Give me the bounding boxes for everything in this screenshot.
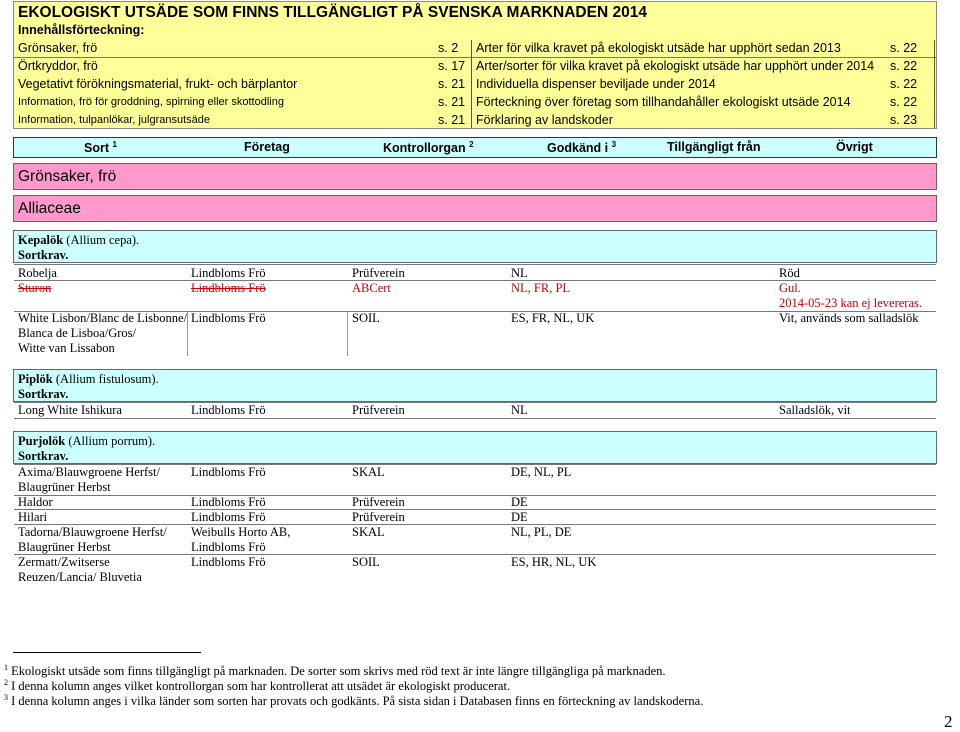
cell-foretag: Lindbloms Frö [191, 510, 266, 524]
cell-godkand: NL, PL, DE [511, 525, 572, 539]
footnote: $^2$ I denna kolumn anges vilket kontrollorgan som har kontrollerat att utsädet är ekologiskt producerat. [4, 678, 511, 694]
row-divider [14, 264, 936, 265]
cell-kontrollorgan: SKAL [352, 465, 385, 479]
cell-sort-cont: Blaugrüner Herbst [18, 480, 111, 494]
cell-sort-cont: Reuzen/Lancia/ Bluvetia [18, 570, 142, 584]
toc-item[interactable]: Information, frö för groddning, spirning eller skottodling [18, 96, 284, 108]
species-name: Piplök (Allium fistulosum). [18, 372, 159, 386]
toc-page: s. 22 [890, 77, 918, 91]
cell-foretag: Lindbloms Frö [191, 266, 266, 280]
cell-kontrollorgan: Prüfverein [352, 403, 405, 417]
cell-sort: Hilari [18, 510, 48, 524]
page-title: EKOLOGISKT UTSÄDE SOM FINNS TILLGÄNGLIGT PÅ SVENSKA MARKNADEN 2014 [18, 4, 647, 21]
toc-item[interactable]: Arter för vilka kravet på ekologiskt utsäde har upphört sedan 2013 [476, 41, 841, 55]
column-header-tillgangligt: Tillgängligt från [667, 140, 761, 154]
toc-divider [14, 57, 936, 58]
cell-ovrigt: Salladslök, vit [779, 403, 851, 417]
family-title: Alliaceae [18, 200, 81, 217]
cell-sort: Zermatt/Zwitserse [18, 555, 110, 569]
cell-godkand: DE [511, 510, 528, 524]
toc-item[interactable]: Grönsaker, frö [18, 41, 98, 55]
species-sortkrav: Sortkrav. [18, 387, 69, 401]
toc-page: s. 21 [438, 113, 466, 127]
column-header-bar [13, 137, 937, 158]
cell-godkand: NL [511, 266, 528, 280]
cell-godkand: NL [511, 403, 528, 417]
toc-item[interactable]: Vegetativt förökningsmaterial, frukt- och bärplantor [18, 77, 298, 91]
toc-page: s. 17 [438, 59, 466, 73]
cell-sort: Sturon [18, 281, 52, 295]
cell-foretag: Lindbloms Frö [191, 555, 266, 569]
cell-ovrigt: Gul. [779, 281, 801, 295]
cell-ovrigt: Vit, används som salladslök [779, 311, 919, 325]
toc-page: s. 23 [890, 113, 918, 127]
cell-foretag: Lindbloms Frö [191, 281, 266, 295]
cell-sort: Axima/Blauwgroene Herfst/ [18, 465, 160, 479]
cell-sort: Long White Ishikura [18, 403, 122, 417]
footnote: $^1$ Ekologiskt utsäde som finns tillgängligt på marknaden. De sorter som skrivs med röd text är inte längre tillgängliga på marknaden. [4, 663, 666, 679]
column-header-godkand: Godkänd i $^3$ [547, 140, 617, 156]
cell-ovrigt: Röd [779, 266, 800, 280]
toc-page: s. 21 [438, 95, 466, 109]
cell-sort-cont: Blanca de Lisboa/Gros/ [18, 326, 137, 340]
cell-foretag: Weibulls Horto AB, [191, 525, 291, 539]
toc-page: s. 22 [890, 95, 918, 109]
toc-item[interactable]: Individuella dispenser beviljade under 2014 [476, 77, 716, 91]
toc-item[interactable]: Förklaring av landskoder [476, 113, 613, 127]
species-name: Purjolök (Allium porrum). [18, 434, 156, 448]
footnote-rule [13, 652, 201, 653]
column-header-sort: Sort $^1$ [84, 140, 117, 156]
species-sortkrav: Sortkrav. [18, 449, 69, 463]
cell-kontrollorgan: Prüfverein [352, 495, 405, 509]
species-name: Kepalök (Allium cepa). [18, 233, 140, 247]
page-number: 2 [944, 712, 953, 731]
column-header-ovrigt: Övrigt [836, 140, 873, 154]
row-divider [14, 418, 936, 419]
cell-sort: Haldor [18, 495, 53, 509]
toc-column-divider [471, 40, 472, 128]
cell-foretag: Lindbloms Frö [191, 403, 266, 417]
cell-sort-cont: Witte van Lissabon [18, 341, 115, 355]
section-bar [13, 163, 937, 190]
toc-item[interactable]: Förteckning över företag som tillhandahåller ekologiskt utsäde 2014 [476, 95, 851, 109]
cell-foretag: Lindbloms Frö [191, 465, 266, 479]
cell-kontrollorgan: Prüfverein [352, 510, 405, 524]
cell-kontrollorgan: SOIL [352, 555, 380, 569]
cell-kontrollorgan: ABCert [352, 281, 391, 295]
cell-godkand: DE, NL, PL [511, 465, 572, 479]
cell-godkand: DE [511, 495, 528, 509]
species-bar [13, 230, 937, 263]
toc-page: s. 2 [438, 41, 459, 55]
cell-foretag-cont: Lindbloms Frö [191, 540, 266, 554]
toc-page: s. 22 [890, 41, 918, 55]
cell-ovrigt-note: 2014-05-23 kan ej levereras. [779, 296, 922, 310]
column-header-foretag: Företag [244, 140, 290, 154]
cell-godkand: NL, FR, PL [511, 281, 571, 295]
cell-kontrollorgan: Prüfverein [352, 266, 405, 280]
row-divider [14, 509, 936, 510]
cell-divider [187, 311, 188, 356]
toc-item[interactable]: Arter/sorter för vilka kravet på ekologiskt utsäde har upphört under 2014 [476, 59, 875, 73]
column-header-kontrollorgan: Kontrollorgan $^2$ [383, 140, 474, 156]
footnote: $^3$ I denna kolumn anges i vilka länder som sorten har provats och godkänts. På sista sidan i Databasen finns en förteckning av landskoderna. [4, 693, 704, 709]
cell-sort: White Lisbon/Blanc de Lisbonne/ [18, 311, 188, 325]
cell-kontrollorgan: SOIL [352, 311, 380, 325]
section-title: Grönsaker, frö [18, 168, 117, 185]
toc-page: s. 22 [890, 59, 918, 73]
cell-kontrollorgan: SKAL [352, 525, 385, 539]
toc-page: s. 21 [438, 77, 466, 91]
toc-item[interactable]: Information, tulpanlökar, julgransutsäde [18, 114, 211, 126]
toc-heading: Innehållsförteckning: [18, 23, 145, 37]
cell-godkand: ES, HR, NL, UK [511, 555, 597, 569]
cell-divider [347, 311, 348, 356]
toc-right-border [934, 40, 935, 128]
cell-foretag: Lindbloms Frö [191, 311, 266, 325]
cell-godkand: ES, FR, NL, UK [511, 311, 595, 325]
species-sortkrav: Sortkrav. [18, 248, 69, 262]
cell-sort-cont: Blaugrüner Herbst [18, 540, 111, 554]
cell-sort: Robelja [18, 266, 57, 280]
family-bar [13, 195, 937, 222]
toc-item[interactable]: Örtkryddor, frö [18, 59, 98, 73]
row-divider [14, 554, 936, 555]
row-divider [14, 495, 936, 496]
cell-sort: Tadorna/Blauwgroene Herfst/ [18, 525, 167, 539]
cell-foretag: Lindbloms Frö [191, 495, 266, 509]
